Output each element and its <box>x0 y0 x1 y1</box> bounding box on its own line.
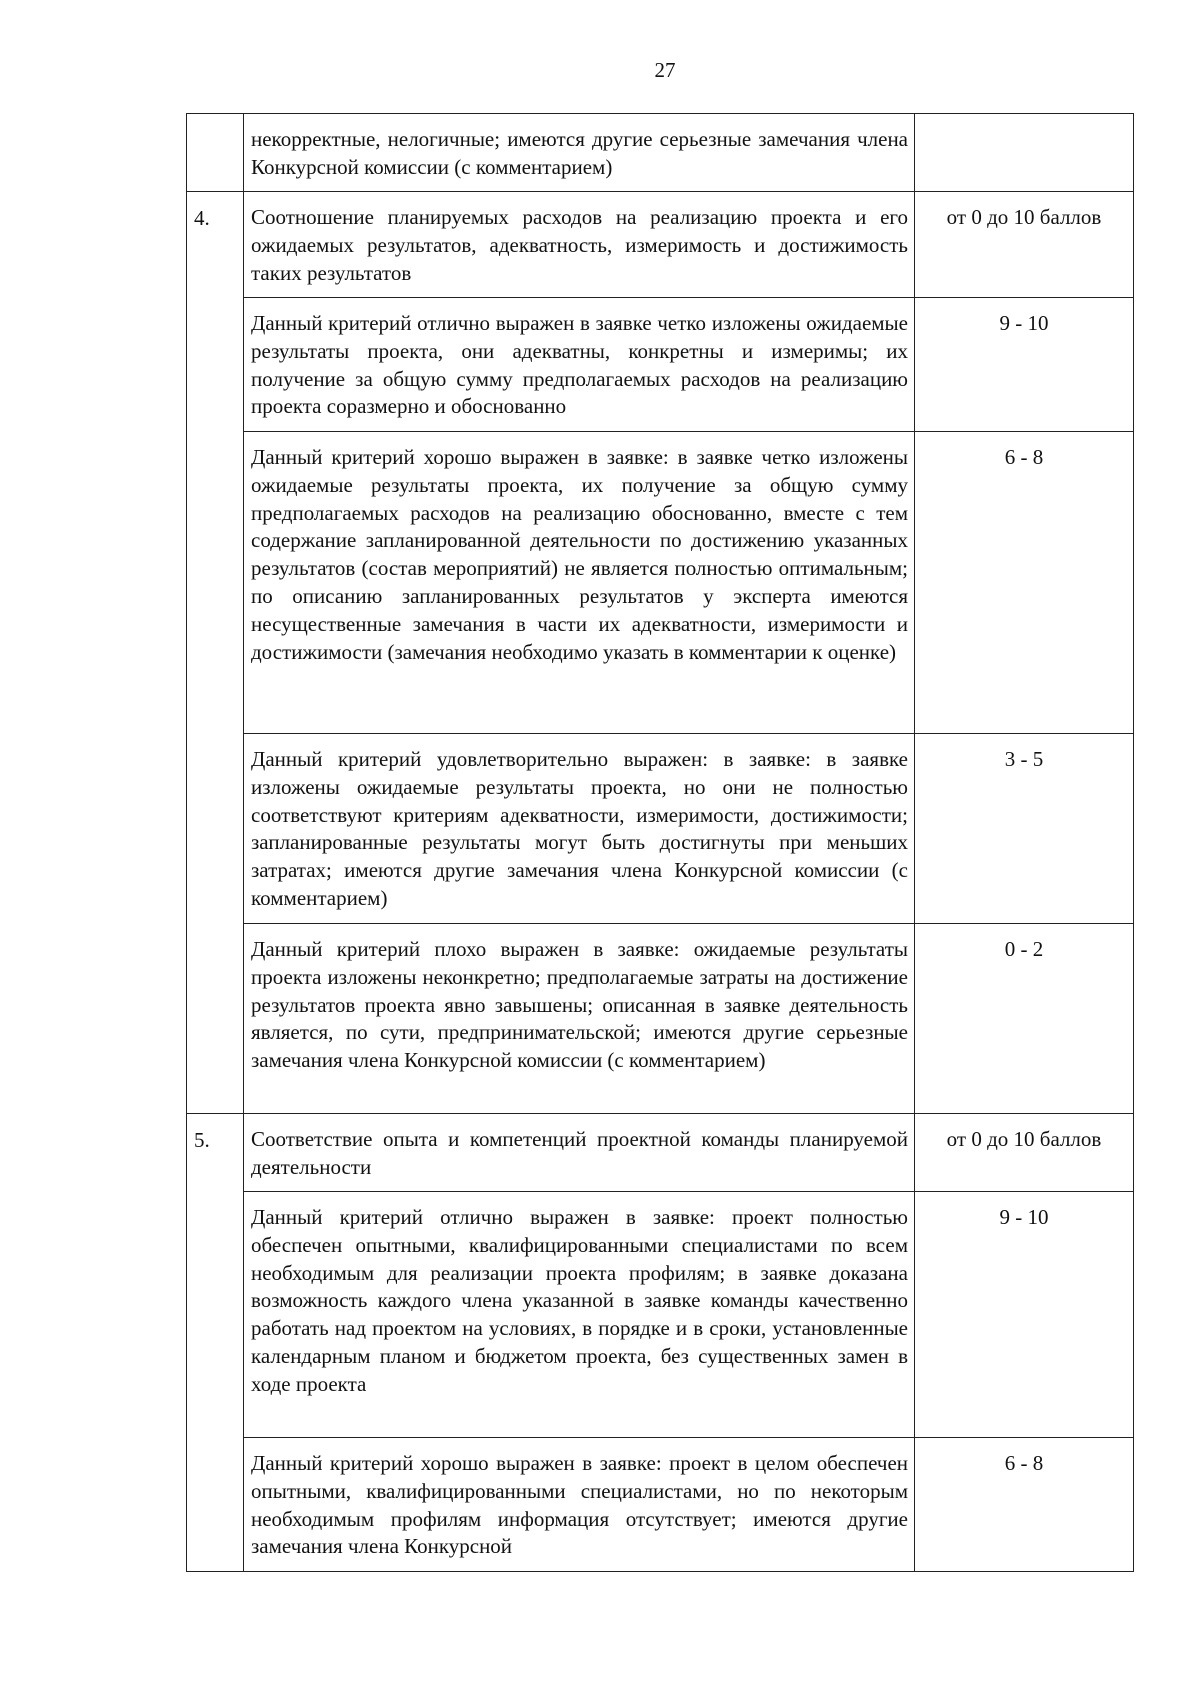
criteria-table <box>186 113 1134 1572</box>
table-row <box>187 1192 1134 1438</box>
criterion-text: Данный критерий удовлетворительно выражен: в заявке: в заявке изложены ожидаемые результаты проекта, но они не полностью соответствуют критериям адекватности, измеримости, достижимости; запланированные результаты могут быть достигнуты при меньших затратах; имеются другие замечания члена Конкурсной комиссии (с комментарием) <box>244 734 915 924</box>
row-number: 4. <box>187 192 244 1114</box>
table-row <box>187 432 1134 734</box>
criterion-text: Соотношение планируемых расходов на реализацию проекта и его ожидаемых результатов, адекватность, измеримость и достижимость таких результатов <box>244 192 915 298</box>
score-range <box>915 114 1134 192</box>
table-row <box>187 1114 1134 1192</box>
score-range: от 0 до 10 баллов <box>915 1114 1134 1192</box>
score-range: 0 - 2 <box>915 924 1134 1114</box>
table-row <box>187 114 1134 192</box>
table-row <box>187 924 1134 1114</box>
score-range: 6 - 8 <box>915 432 1134 734</box>
criterion-text: Данный критерий отлично выражен в заявке: проект полностью обеспечен опытными, квалифицированными специалистами по всем необходимым для реализации проекта профилям; в заявке доказана возможность каждого члена указанной в заявке команды качественно работать над проектом на условиях, в порядке и в сроки, установленные календарным планом и бюджетом проекта, без существенных замен в ходе проекта <box>244 1192 915 1438</box>
score-range: 3 - 5 <box>915 734 1134 924</box>
criterion-text: Данный критерий хорошо выражен в заявке: в заявке четко изложены ожидаемые результаты проекта, их получение за общую сумму предполагаемых расходов на реализацию обоснованно, вместе с тем содержание запланированной деятельности по достижению указанных результатов (состав мероприятий) не является полностью оптимальным; по описанию запланированных результатов у эксперта имеются несущественные замечания в части их адекватности, измеримости и достижимости (замечания необходимо указать в комментарии к оценке) <box>244 432 915 734</box>
page-number: 27 <box>654 58 676 82</box>
score-range: от 0 до 10 баллов <box>915 192 1134 298</box>
score-range: 6 - 8 <box>915 1438 1134 1572</box>
table-row <box>187 1438 1134 1572</box>
row-number <box>187 114 244 192</box>
score-range: 9 - 10 <box>915 298 1134 432</box>
criterion-text: Данный критерий хорошо выражен в заявке: проект в целом обеспечен опытными, квалифицированными специалистами, но по некоторым необходимым профилям информация отсутствует; имеются другие замечания члена Конкурсной <box>244 1438 915 1572</box>
score-range: 9 - 10 <box>915 1192 1134 1438</box>
criterion-text: Данный критерий плохо выражен в заявке: ожидаемые результаты проекта изложены неконкретно; предполагаемые затраты на достижение результатов проекта явно завышены; описанная в заявке деятельность является, по сути, предпринимательской; имеются другие серьезные замечания члена Конкурсной комиссии (с комментарием) <box>244 924 915 1114</box>
criterion-text: Соответствие опыта и компетенций проектной команды планируемой деятельности <box>244 1114 915 1192</box>
table-row <box>187 192 1134 298</box>
criterion-text: Данный критерий отлично выражен в заявке четко изложены ожидаемые результаты проекта, они адекватны, конкретны и измеримы; их получение за общую сумму предполагаемых расходов на реализацию проекта соразмерно и обоснованно <box>244 298 915 432</box>
row-number: 5. <box>187 1114 244 1572</box>
table-row <box>187 734 1134 924</box>
table-row <box>187 298 1134 432</box>
criterion-text: некорректные, нелогичные; имеются другие серьезные замечания члена Конкурсной комиссии (с комментарием) <box>244 114 915 192</box>
